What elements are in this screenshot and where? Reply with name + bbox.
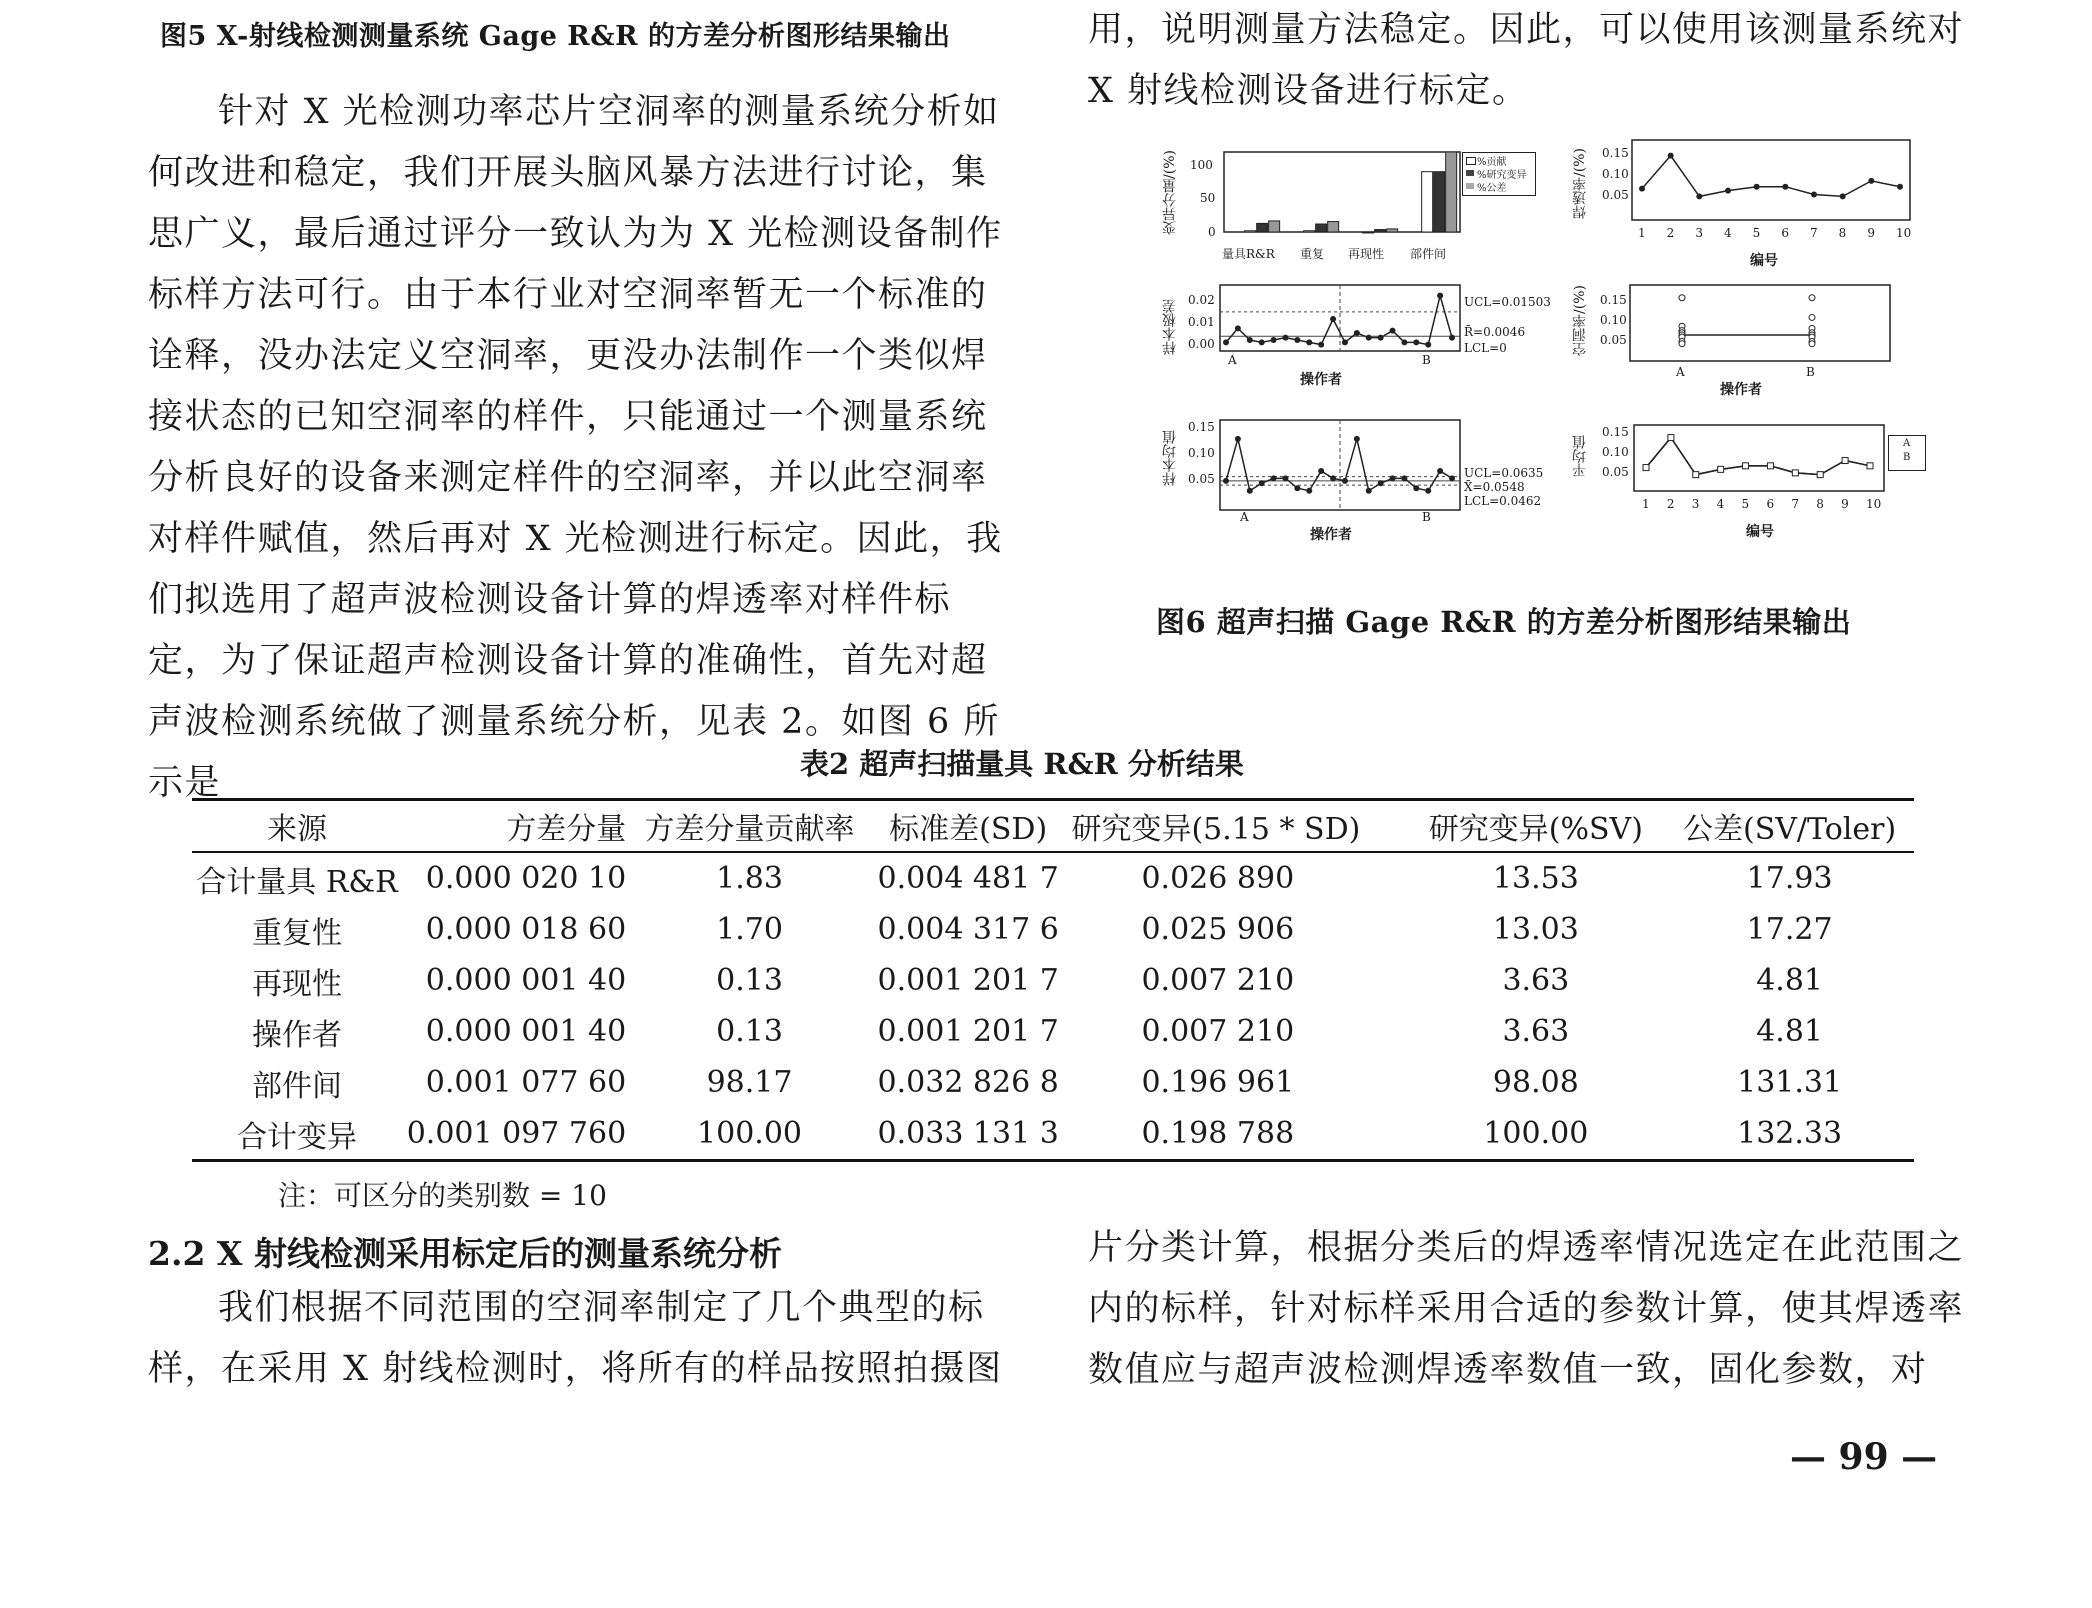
xbar-chart-point-19 [1449,475,1455,481]
by-part-xtick: 3 [1695,226,1703,240]
xbar-chart-ytick: 0.15 [1188,420,1215,434]
components-xtick: 部件间 [1410,247,1447,261]
xbar-chart-point-15 [1401,475,1407,481]
r-chart-point-19 [1449,335,1455,341]
table-row [192,1006,1914,1057]
row-label-cell: 合计量具 R&R [196,864,398,900]
table-cell: 0.001 201 7 [877,1014,1059,1049]
xbar-chart-point-14 [1390,475,1396,481]
r-chart-point-0 [1223,339,1229,345]
table-cell: 3.63 [1502,1014,1570,1049]
interaction-xtick: 9 [1841,497,1849,511]
r-chart-point-10 [1342,339,1348,345]
by-part-point-9 [1897,184,1903,190]
legend-swatch [1466,183,1474,189]
operator-b-point-7 [1809,341,1815,347]
table-cell: 0.025 906 [1141,912,1295,947]
xbar-chart-lcl-label: LCL=0.0462 [1464,494,1542,508]
by-operator-panel [1570,285,1940,415]
interaction-ylabel: 平均值 [1572,435,1588,477]
by-part-point-7 [1840,193,1846,199]
table-cell: 1.83 [716,861,783,896]
xbar-chart-point-6 [1294,485,1300,491]
xbar-chart-point-18 [1437,468,1443,474]
table-row [192,955,1914,1006]
table-cell: 0.001 097 760 [406,1116,627,1151]
r-chart-line [1226,296,1452,345]
table-cell: 0.001 077 60 [425,1065,627,1100]
table-2-title: 表2 超声扫描量具 R&R 分析结果 [800,747,1244,781]
r-chart-point-5 [1282,335,1288,341]
by-part-point-3 [1725,188,1731,194]
r-chart-xtick: A [1228,353,1237,367]
table-cell: 0.000 001 40 [425,963,627,998]
by-operator-xtick: A [1676,365,1685,379]
table-cell: 98.08 [1492,1065,1579,1100]
by-part-point-8 [1868,178,1874,184]
r-chart-point-17 [1425,342,1431,348]
xbar-chart-ytick: 0.05 [1188,472,1215,486]
interaction-b-point-3 [1718,466,1724,472]
legend-swatch [1466,157,1476,165]
table-cell: 0.004 317 6 [877,912,1059,947]
table-header-row [192,800,1914,853]
bar-0-3 [1422,172,1433,232]
by-part-xtick: 7 [1810,226,1818,240]
by-part-xtick: 5 [1752,226,1761,240]
xbar-chart-point-16 [1413,485,1419,491]
table-cell: 100.00 [697,1116,803,1151]
interaction-xtick: 2 [1666,497,1675,511]
by-part-xtick: 10 [1896,226,1912,240]
bar-1-0 [1257,223,1268,232]
table-cell: 17.27 [1746,912,1833,947]
row-label-cell: 再现性 [252,966,343,1002]
by-part-xtick: 9 [1867,226,1875,240]
table-cell: 13.03 [1492,912,1579,947]
table-cell: 0.007 210 [1141,963,1295,998]
r-chart-point-6 [1294,337,1300,343]
interaction-b-point-5 [1767,463,1773,469]
by-part-xtick: 4 [1724,226,1732,240]
by-part-plot-frame [1632,140,1910,220]
r-chart-ucl-label: UCL=0.01503 [1464,295,1551,309]
interaction-xlabel: 编号 [1746,524,1774,540]
interaction-ytick: 0.05 [1602,465,1629,479]
table-2-note: 注：可区分的类别数 = 10 [278,1179,607,1212]
components-ylabel: 变异分量/(%) [1162,150,1178,235]
by-part-xlabel: 编号 [1750,253,1778,269]
bottom-right-paragraph: 片分类计算，根据分类后的焊透率情况选定在此范围之内的标样，针对标样采用合适的参数计算，使其焊透率数值应与超声波检测焊透率数值一致，固化参数，对 [1088,1228,1965,1390]
table-cell: 4.81 [1756,1014,1823,1049]
table-header: 研究变异(5.15 * SD) [1071,812,1361,847]
page-number: — 99 — [1790,1436,1938,1478]
r-chart-lcl-label: LCL=0 [1464,341,1507,355]
interaction-xtick: 5 [1741,497,1750,511]
interaction-xtick: 3 [1691,497,1700,511]
xbar-chart-point-7 [1306,488,1312,494]
by-part-xtick: 6 [1781,226,1789,240]
r-chart-ytick: 0.01 [1188,315,1215,329]
xbar-chart-xlabel: 操作者 [1310,527,1352,543]
bar-2-1 [1328,222,1339,232]
xbar-chart-point-1 [1235,436,1241,442]
left-column-text [148,82,1010,814]
interaction-b-line [1646,438,1870,475]
interaction-b-point-8 [1842,458,1848,464]
xbar-chart-xtick: B [1422,510,1431,524]
by-operator-ytick: 0.05 [1600,333,1627,347]
xbar-chart-point-12 [1366,488,1372,494]
xbar-chart-point-4 [1271,475,1277,481]
table-row [192,904,1914,955]
by-operator-ytick: 0.10 [1600,313,1627,327]
r-chart-xtick: B [1422,353,1431,367]
legend-entry: %贡献 [1477,157,1507,168]
xbar-chart-point-10 [1342,478,1348,484]
table-cell: 3.63 [1502,963,1570,998]
r-chart-center-label: R̄=0.0046 [1464,325,1526,339]
operator-a-point-0 [1679,295,1685,301]
interaction-b-point-6 [1792,470,1798,476]
components-ytick: 100 [1190,158,1213,172]
interaction-b-point-0 [1643,465,1649,471]
table-header: 研究变异(%SV) [1428,812,1643,847]
components-xtick: 量具R&R [1222,247,1275,261]
xbar-chart-point-13 [1378,480,1384,486]
r-chart-point-15 [1401,339,1407,345]
by-part-ylabel: 焊透率/(%) [1572,148,1588,219]
row-label-cell: 合计变异 [237,1119,358,1155]
bar-2-0 [1269,221,1280,232]
table-cell: 0.196 961 [1141,1065,1295,1100]
table-cell: 132.33 [1737,1116,1843,1151]
row-label-cell: 部件间 [252,1068,343,1104]
xbar-chart-point-8 [1318,468,1324,474]
section-2-2-heading: 2.2 X 射线检测采用标定后的测量系统分析 [148,1234,782,1273]
by-part-line [1642,156,1900,197]
r-chart-point-16 [1413,339,1419,345]
r-chart-point-18 [1437,293,1443,299]
bar-1-3 [1434,172,1445,232]
table-cell: 0.032 826 8 [877,1065,1059,1100]
by-part-point-4 [1754,184,1760,190]
by-operator-ylabel: 空洞率/(%) [1572,285,1588,356]
bar-2-2 [1387,229,1398,232]
interaction-b-point-1 [1668,435,1674,441]
interaction-xtick: 1 [1642,497,1650,511]
r-chart-point-3 [1259,339,1265,345]
table-cell: 1.70 [716,912,783,947]
table-cell: 0.13 [716,963,783,998]
table-cell: 0.001 201 7 [877,963,1059,998]
r-chart-ytick: 0.02 [1188,293,1215,307]
xbar-chart-point-11 [1354,436,1360,442]
bottom-right-text [1088,1218,1968,1401]
by-part-ytick: 0.15 [1602,146,1629,160]
interaction-xtick: 6 [1766,497,1775,511]
table-header: 方差分量 [506,812,627,847]
interaction-legend [1888,435,1926,471]
table-header: 方差分量贡献率 [644,812,855,847]
interaction-b-point-7 [1817,472,1823,478]
r-chart-point-13 [1378,335,1384,341]
figure-5-caption: 图5 X-射线检测测量系统 Gage R&R 的方差分析图形结果输出 [160,21,951,52]
r-chart-panel [1160,285,1560,415]
components-legend [1462,152,1536,196]
interaction-ytick: 0.15 [1602,425,1629,439]
row-label-cell: 操作者 [252,1017,343,1053]
table-cell: 0.000 020 10 [425,861,627,896]
bar-0-0 [1245,231,1256,232]
bar-1-1 [1316,224,1327,232]
by-operator-xlabel: 操作者 [1720,382,1762,398]
table-cell: 4.81 [1756,963,1823,998]
figure-6 [1160,140,1940,570]
table-cell: 0.026 890 [1141,861,1295,896]
interaction-b-point-9 [1867,463,1873,469]
bar-2-3 [1446,152,1457,232]
operator-b-point-1 [1809,314,1815,320]
legend-entry: B [1903,452,1911,463]
table-2 [192,798,1914,1162]
xbar-chart-point-3 [1259,480,1265,486]
interaction-b-point-2 [1693,472,1699,478]
by-part-point-6 [1811,191,1817,197]
components-xtick: 重复 [1300,247,1325,261]
interaction-ytick: 0.10 [1602,445,1629,459]
table-header: 公差(SV/Toler) [1683,812,1897,847]
by-part-point-5 [1782,184,1788,190]
r-chart-point-7 [1306,339,1312,345]
by-part-point-2 [1696,193,1702,199]
interaction-xtick: 4 [1716,497,1725,511]
r-chart-point-14 [1390,328,1396,334]
table-cell: 0.004 481 7 [877,861,1059,896]
by-part-xtick: 1 [1638,226,1646,240]
interaction-panel [1570,425,1940,560]
xbar-chart-panel [1160,420,1560,560]
r-chart-point-8 [1318,342,1324,348]
table-cell: 131.31 [1737,1065,1843,1100]
table-row [192,852,1914,904]
table-cell: 0.13 [716,1014,783,1049]
components-ytick: 50 [1200,191,1216,205]
interaction-xtick: 10 [1866,497,1882,511]
xbar-chart-xtick: A [1240,510,1249,524]
by-part-point-0 [1639,186,1645,192]
r-chart-ytick: 0.00 [1188,337,1215,351]
legend-entry: %公差 [1477,183,1507,194]
components-xtick: 再现性 [1348,247,1385,261]
by-part-xtick: 2 [1666,226,1675,240]
r-chart-point-9 [1330,316,1336,322]
legend-entry: A [1903,438,1911,449]
xbar-chart-center-label: X̄=0.0548 [1464,480,1525,494]
xbar-chart-ylabel: 样本均值 [1162,430,1178,486]
table-row [192,1057,1914,1108]
by-operator-xtick: B [1806,365,1815,379]
by-part-xtick: 8 [1838,226,1847,240]
xbar-chart-point-9 [1330,475,1336,481]
bar-0-2 [1363,232,1374,233]
xbar-chart-point-2 [1247,488,1253,494]
by-part-ytick: 0.05 [1602,188,1629,202]
by-part-panel [1570,140,1940,270]
r-chart-point-1 [1235,325,1241,331]
table-cell: 0.033 131 3 [877,1116,1059,1151]
operator-b-point-0 [1809,295,1815,301]
left-paragraph: 针对 X 光检测功率芯片空洞率的测量系统分析如何改进和稳定，我们开展头脑风暴方法进行讨论，集思广义，最后通过评分一致认为为 X 光检测设备制作标样方法可行。由于本行业对空洞率暂无一个标准的诠释，没办法定义空洞率，更没办法制作一个类似焊接状态的已知空洞率的样件，只能通过一个测量系统分析良好的设备来测定样件的空洞率，并以此空洞率对样件赋值，然后再对 X 光检测进行标定。因此，我们拟选用了超声波检测设备计算的焊透率对样件标定，为了保证超声检测设备计算的准确性，首先对超声波检测系统做了测量系统分析，见表 2。如图 6 所示是 [148,92,1003,803]
xbar-chart-ucl-label: UCL=0.0635 [1464,466,1544,480]
interaction-xtick: 8 [1816,497,1824,511]
bottom-left-paragraph: 我们根据不同范围的空洞率制定了几个典型的标样，在采用 X 射线检测时，将所有的样品按照拍摄图 [148,1288,1003,1389]
r-chart-point-2 [1247,337,1253,343]
table-cell: 0.007 210 [1141,1014,1295,1049]
by-part-ytick: 0.10 [1602,167,1629,181]
components-of-variation-panel [1160,140,1540,270]
right-paragraph: 用，说明测量方法稳定。因此，可以使用该测量系统对 X 射线检测设备进行标定。 [1088,10,1965,111]
interaction-a-line [1646,438,1870,475]
table-cell: 98.17 [706,1065,793,1100]
legend-swatch [1466,170,1474,176]
table-cell: 100.00 [1483,1116,1589,1151]
legend-entry: %研究变异 [1477,170,1527,181]
table-cell: 0.000 001 40 [425,1014,627,1049]
r-chart-point-11 [1354,330,1360,336]
table-cell: 0.000 018 60 [425,912,627,947]
table-row [192,1108,1914,1161]
r-chart-point-12 [1366,335,1372,341]
table-cell: 17.93 [1746,861,1833,896]
interaction-b-point-4 [1743,463,1749,469]
by-operator-ytick: 0.15 [1600,293,1627,307]
r-chart-xlabel: 操作者 [1300,372,1342,388]
xbar-chart-point-5 [1282,475,1288,481]
interaction-xtick: 7 [1791,497,1799,511]
bottom-left-text [148,1278,1010,1400]
operator-a-point-7 [1679,341,1685,347]
r-chart-ylabel: 样本极差 [1162,299,1178,355]
by-part-point-1 [1668,153,1674,159]
table-cell: 0.198 788 [1141,1116,1295,1151]
xbar-chart-point-0 [1223,478,1229,484]
table-header: 来源 [267,812,328,847]
xbar-chart-ytick: 0.10 [1188,446,1215,460]
xbar-chart-point-17 [1425,488,1431,494]
bar-0-1 [1304,231,1315,232]
by-operator-plot-frame [1630,285,1890,361]
components-ytick: 0 [1208,225,1216,239]
right-column-text [1088,0,1968,122]
figure-6-caption: 图6 超声扫描 Gage R&R 的方差分析图形结果输出 [1156,605,1852,639]
table-header: 标准差(SD) [889,812,1048,847]
r-chart-point-4 [1271,337,1277,343]
table-cell: 13.53 [1492,861,1579,896]
row-label-cell: 重复性 [252,915,343,951]
bar-1-2 [1375,230,1386,232]
